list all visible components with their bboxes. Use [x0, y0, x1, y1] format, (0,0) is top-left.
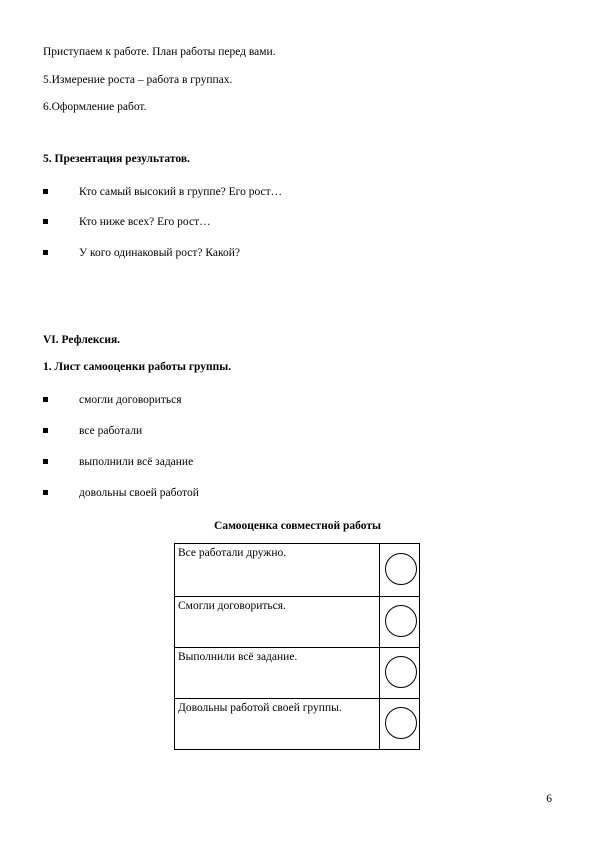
bullet-icon [43, 189, 48, 194]
intro-line: Приступаем к работе. План работы перед вами. [43, 46, 276, 58]
table-row [175, 596, 419, 647]
step-5-line: 5.Измерение роста – работа в группах. [43, 74, 233, 86]
table-row [175, 698, 419, 749]
step-6-line: 6.Оформление работ. [43, 101, 147, 113]
list-item-text: Кто самый высокий в группе? Его рост… [79, 186, 283, 198]
list-item-text: смогли договориться [79, 394, 182, 406]
bullet-icon [43, 250, 48, 255]
table-row [175, 544, 419, 596]
bullet-icon [43, 219, 48, 224]
self-evaluation-sheet-heading: 1. Лист самооценки работы группы. [43, 361, 232, 373]
bullet-icon [43, 397, 48, 402]
bullet-icon [43, 490, 48, 495]
list-item-text: У кого одинаковый рост? Какой? [79, 247, 240, 259]
page-number: 6 [546, 793, 552, 805]
list-item-text: Кто ниже всех? Его рост… [79, 216, 211, 228]
table-cell: Выполнили всё задание. [178, 651, 298, 663]
table-cell: Смогли договориться. [178, 600, 286, 612]
bullet-icon [43, 459, 48, 464]
circle-mark-icon[interactable] [385, 553, 417, 585]
circle-mark-icon[interactable] [385, 656, 417, 688]
list-item-text: довольны своей работой [79, 487, 199, 499]
table-title: Самооценка совместной работы [214, 520, 381, 532]
circle-mark-icon[interactable] [385, 605, 417, 637]
bullet-icon [43, 428, 48, 433]
table-cell: Довольны работой своей группы. [178, 702, 342, 714]
list-item-text: выполнили всё задание [79, 456, 194, 468]
self-evaluation-table [174, 543, 420, 750]
circle-mark-icon[interactable] [385, 707, 417, 739]
list-item-text: все работали [79, 425, 143, 437]
table-cell: Все работали дружно. [178, 547, 287, 559]
presentation-heading: 5. Презентация результатов. [43, 153, 190, 165]
table-row [175, 647, 419, 698]
reflection-heading: VI. Рефлексия. [43, 334, 121, 346]
